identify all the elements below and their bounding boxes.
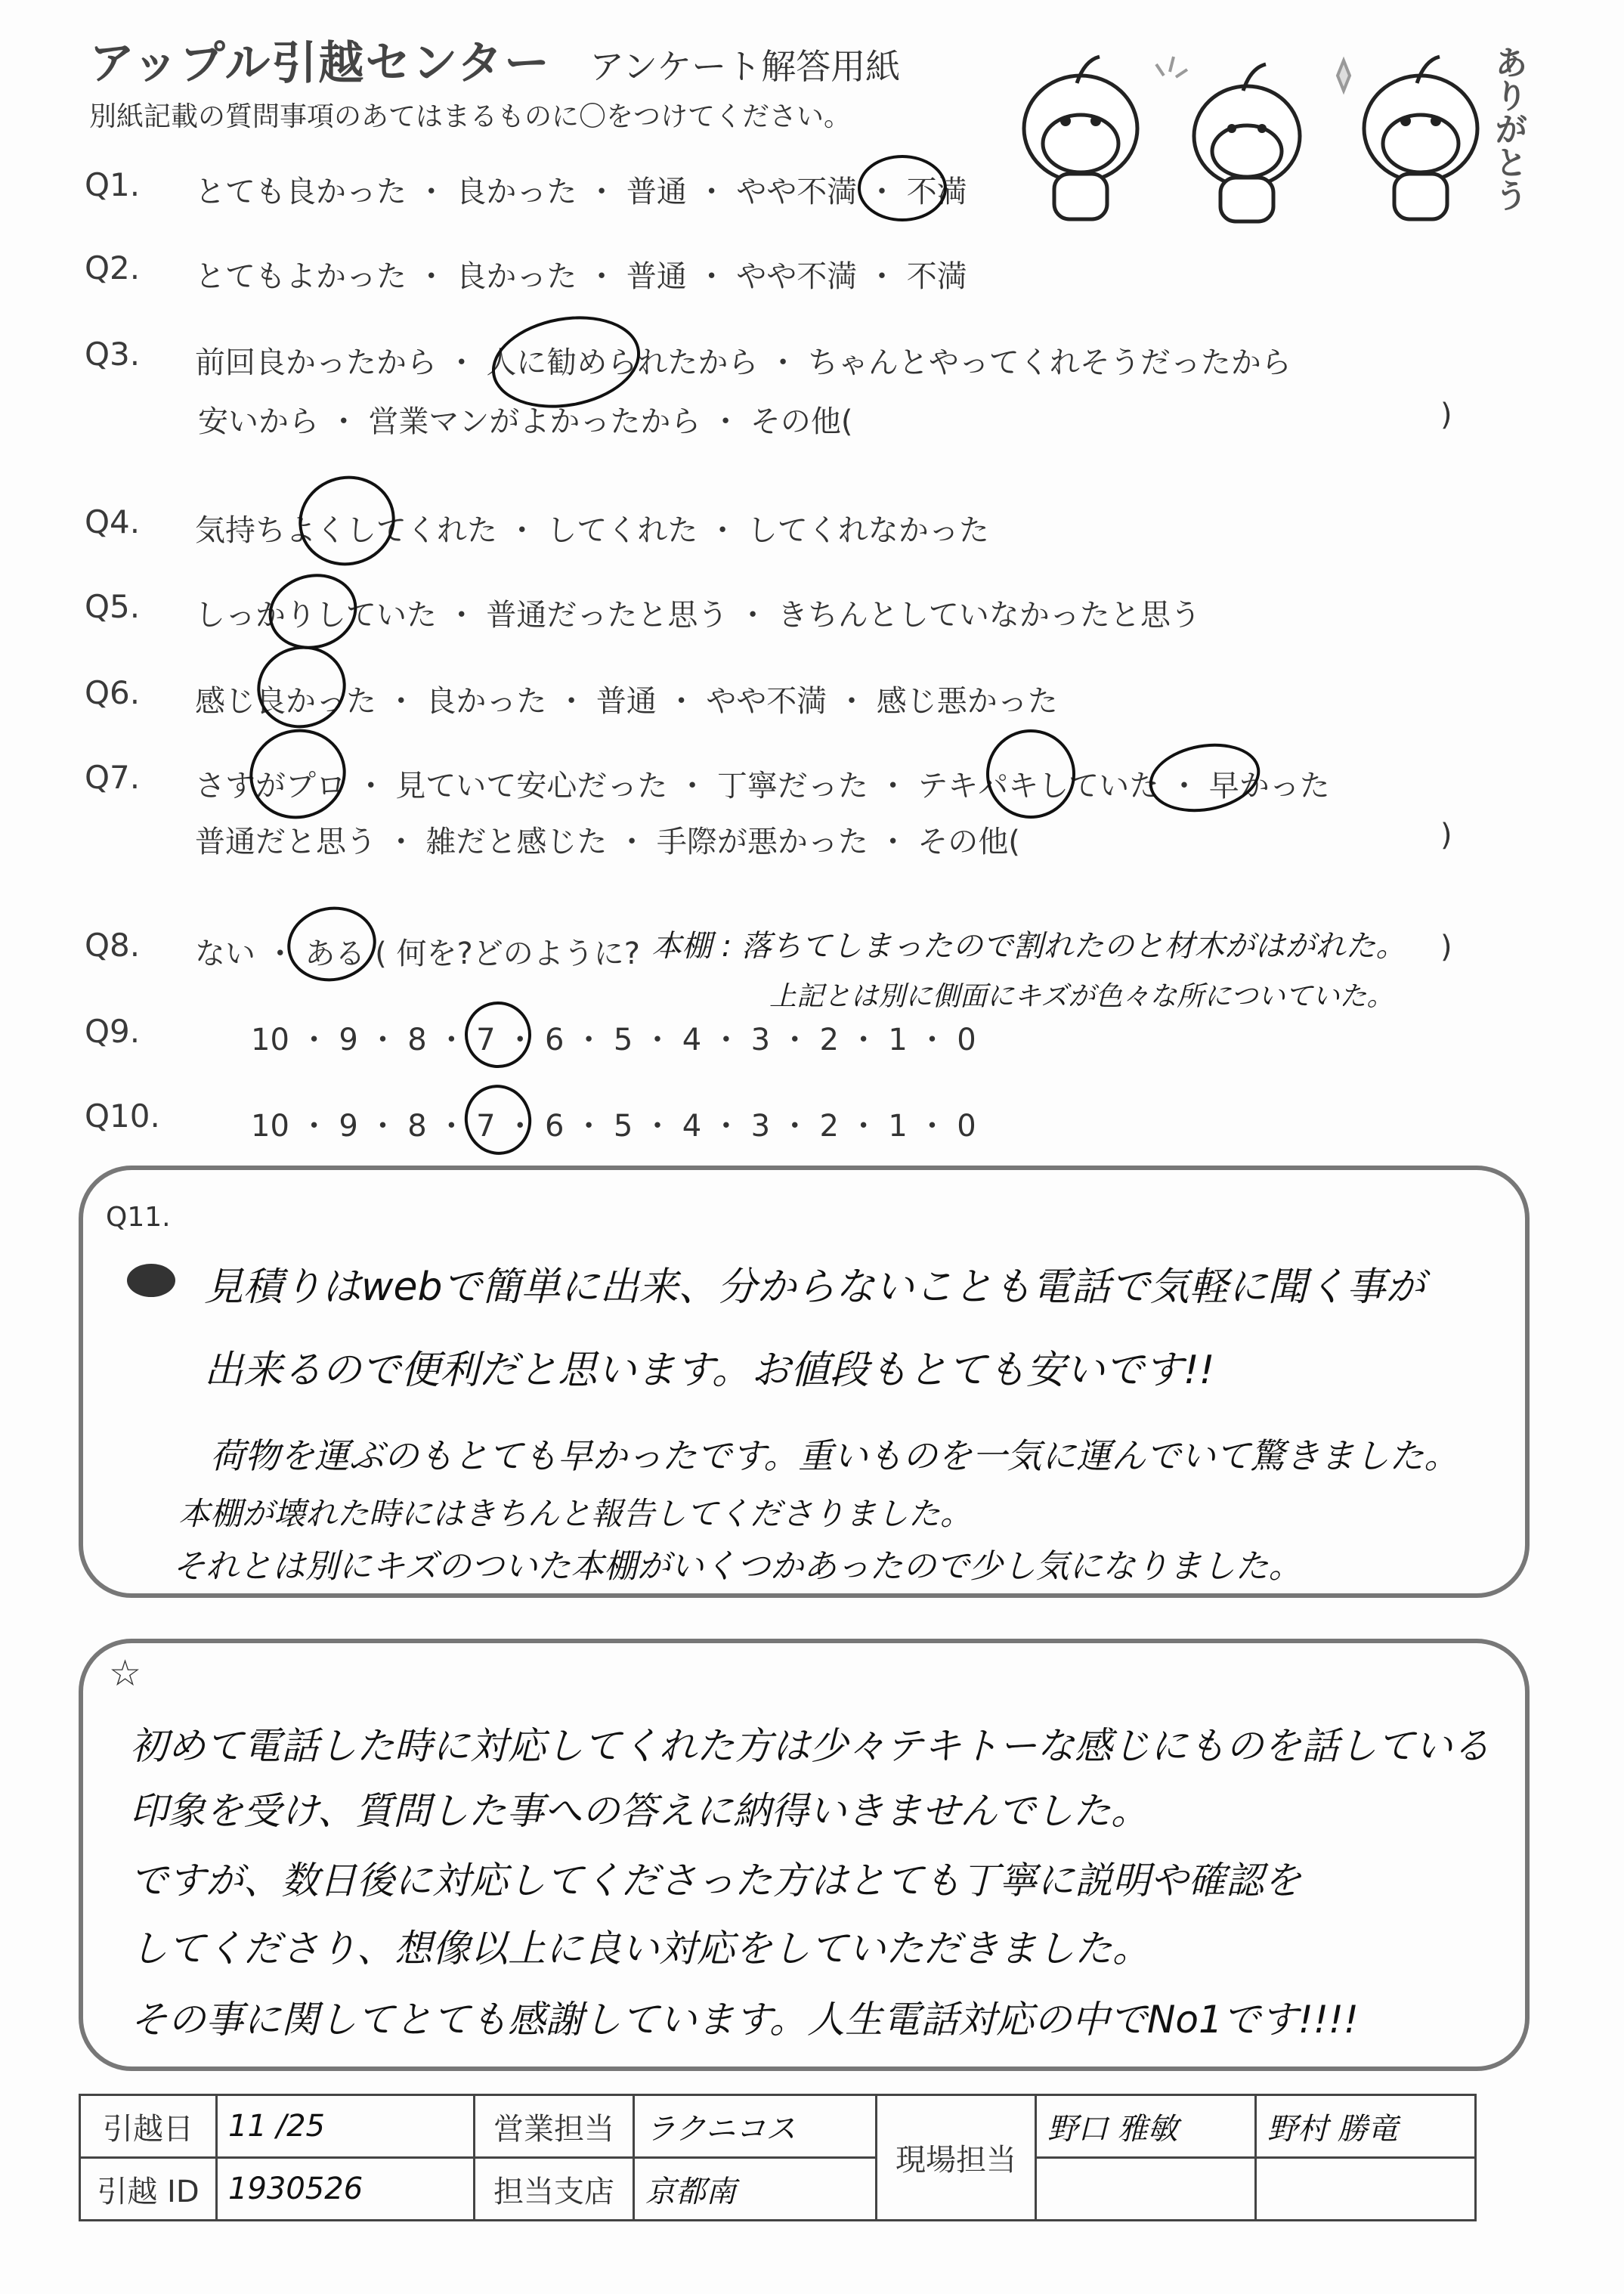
q1-options: とても良かった ・ 良かった ・ 普通 ・ やや不満 ・ 不満 — [195, 175, 967, 209]
star-line-5: その事に関してとても感謝しています。人生電話対応の中でNo1です!!!! — [130, 1998, 1359, 2042]
q5-answer-circle — [260, 564, 365, 658]
star-line-3: ですが、数日後に対応してくださった方はとても丁寧に説明や確認を — [130, 1859, 1301, 1902]
branch-label: 担当支店 — [475, 2158, 634, 2221]
q3-close-paren: ) — [1440, 398, 1452, 432]
q9-scale: 10 ・ 9 ・ 8 ・ 7 ・ 6 ・ 5 ・ 4 ・ 3 ・ 2 ・ 1 ・ 0 — [251, 1023, 976, 1057]
q11-line-4: 本棚が壊れた時にはきちんと報告してくださりました。 — [178, 1495, 973, 1532]
footer-table — [79, 2094, 1477, 2221]
site-staff-2: 野村 勝竜 — [1256, 2095, 1476, 2158]
q6-answer-circle — [248, 636, 355, 738]
q10-scale: 10 ・ 9 ・ 8 ・ 7 ・ 6 ・ 5 ・ 4 ・ 3 ・ 2 ・ 1 ・ 0 — [251, 1109, 976, 1144]
page-title: アップル引越センター — [89, 37, 551, 90]
q3-options-line1: 前回良かったから ・ 人に勧められたから ・ ちゃんとやってくれそうだったから — [195, 345, 1291, 380]
q8-answer-line1: 本棚 : 落ちてしまったので割れたのと材木がはがれた。 — [651, 929, 1406, 964]
q5-options: しっかりしていた ・ 普通だったと思う ・ きちんとしていなかったと思う — [195, 598, 1201, 633]
q8-answer-line2: 上記とは別に側面にキズが色々な所についていた。 — [769, 981, 1394, 1012]
move-date-label: 引越日 — [80, 2095, 217, 2158]
q7-options-line2: 普通だと思う ・ 雑だと感じた ・ 手際が悪かった ・ その他( — [195, 825, 1020, 859]
mascot-text: ありがとう — [1489, 45, 1527, 212]
q1-answer-circle — [858, 155, 947, 221]
star-line-2: 印象を受け、質問した事への答えに納得いきませんでした。 — [130, 1789, 1149, 1833]
q8-options: ない ・ ある ( 何を?どのように? — [195, 936, 640, 971]
q2-options: とてもよかった ・ 良かった ・ 普通 ・ やや不満 ・ 不満 — [195, 259, 967, 294]
q9-answer-circle — [457, 994, 539, 1076]
site-staff-empty-2 — [1256, 2158, 1476, 2221]
star-line-4: してくださり、想像以上に良い対応をしていただきました。 — [130, 1927, 1150, 1970]
site-staff-1: 野口 雅敏 — [1036, 2095, 1256, 2158]
q8-close-paren: ) — [1440, 930, 1452, 964]
move-date-value: 11 /25 — [217, 2095, 475, 2158]
q6-options: 感じ良かった ・ 良かった ・ 普通 ・ やや不満 ・ 感じ悪かった — [195, 684, 1058, 719]
site-staff-empty-1 — [1036, 2158, 1256, 2221]
q1-number: Q1. — [85, 166, 141, 203]
q4-number: Q4. — [85, 503, 141, 540]
sales-label: 営業担当 — [475, 2095, 634, 2158]
q2-number: Q2. — [85, 249, 141, 286]
q7-answer-circle-1 — [240, 718, 356, 829]
move-id-value: 1930526 — [217, 2158, 475, 2221]
q10-number: Q10. — [85, 1097, 160, 1135]
q8-answer-circle — [281, 899, 382, 988]
q11-line-1: 見積りはwebで簡単に出来、分からないことも電話で気軽に聞く事が — [204, 1265, 1425, 1310]
monkey-mascot-icon — [998, 30, 1519, 227]
q7-answer-circle-3 — [1143, 735, 1265, 820]
q3-options-line2: 安いから ・ 営業マンがよかったから ・ その他( — [198, 404, 853, 439]
q6-number: Q6. — [85, 674, 141, 711]
q11-line-3: 荷物を運ぶのもとても早かったです。重いものを一気に運んでいて驚きました。 — [210, 1435, 1459, 1476]
branch-value: 京都南 — [634, 2158, 877, 2221]
q11-label: Q11. — [106, 1202, 171, 1233]
q8-number: Q8. — [85, 927, 141, 964]
site-staff-label: 現場担当 — [877, 2095, 1036, 2221]
star-label: ☆ — [109, 1652, 142, 1695]
q4-answer-circle — [289, 465, 405, 576]
q11-line-5: それとは別にキズのついた本棚がいくつかあったので少し気になりました。 — [172, 1547, 1302, 1586]
q9-number: Q9. — [85, 1013, 141, 1050]
q7-options-line1: さすがプロ ・ 見ていて安心だった ・ 丁寧だった ・ テキパキしていた ・ 早かった — [195, 769, 1330, 803]
q7-number: Q7. — [85, 759, 141, 796]
q7-answer-circle-2 — [976, 720, 1086, 829]
q4-options: 気持ちよくしてくれた ・ してくれた ・ してくれなかった — [195, 513, 989, 548]
page-subtitle: アンケート解答用紙 — [589, 46, 901, 87]
move-id-label: 引越 ID — [80, 2158, 217, 2221]
bullet-icon — [127, 1264, 175, 1297]
q10-answer-circle — [456, 1077, 539, 1162]
q3-number: Q3. — [85, 336, 141, 373]
q7-close-paren: ) — [1440, 818, 1452, 853]
instruction-text: 別紙記載の質問事項のあてはまるものに〇をつけてください。 — [89, 101, 852, 132]
q11-line-2: 出来るので便利だと思います。お値段もとても安いです!! — [204, 1348, 1215, 1393]
q5-number: Q5. — [85, 588, 141, 625]
sales-value: ラクニコス — [634, 2095, 877, 2158]
star-line-1: 初めて電話した時に対応してくれた方は少々テキトーな感じにものを話している — [130, 1724, 1490, 1768]
